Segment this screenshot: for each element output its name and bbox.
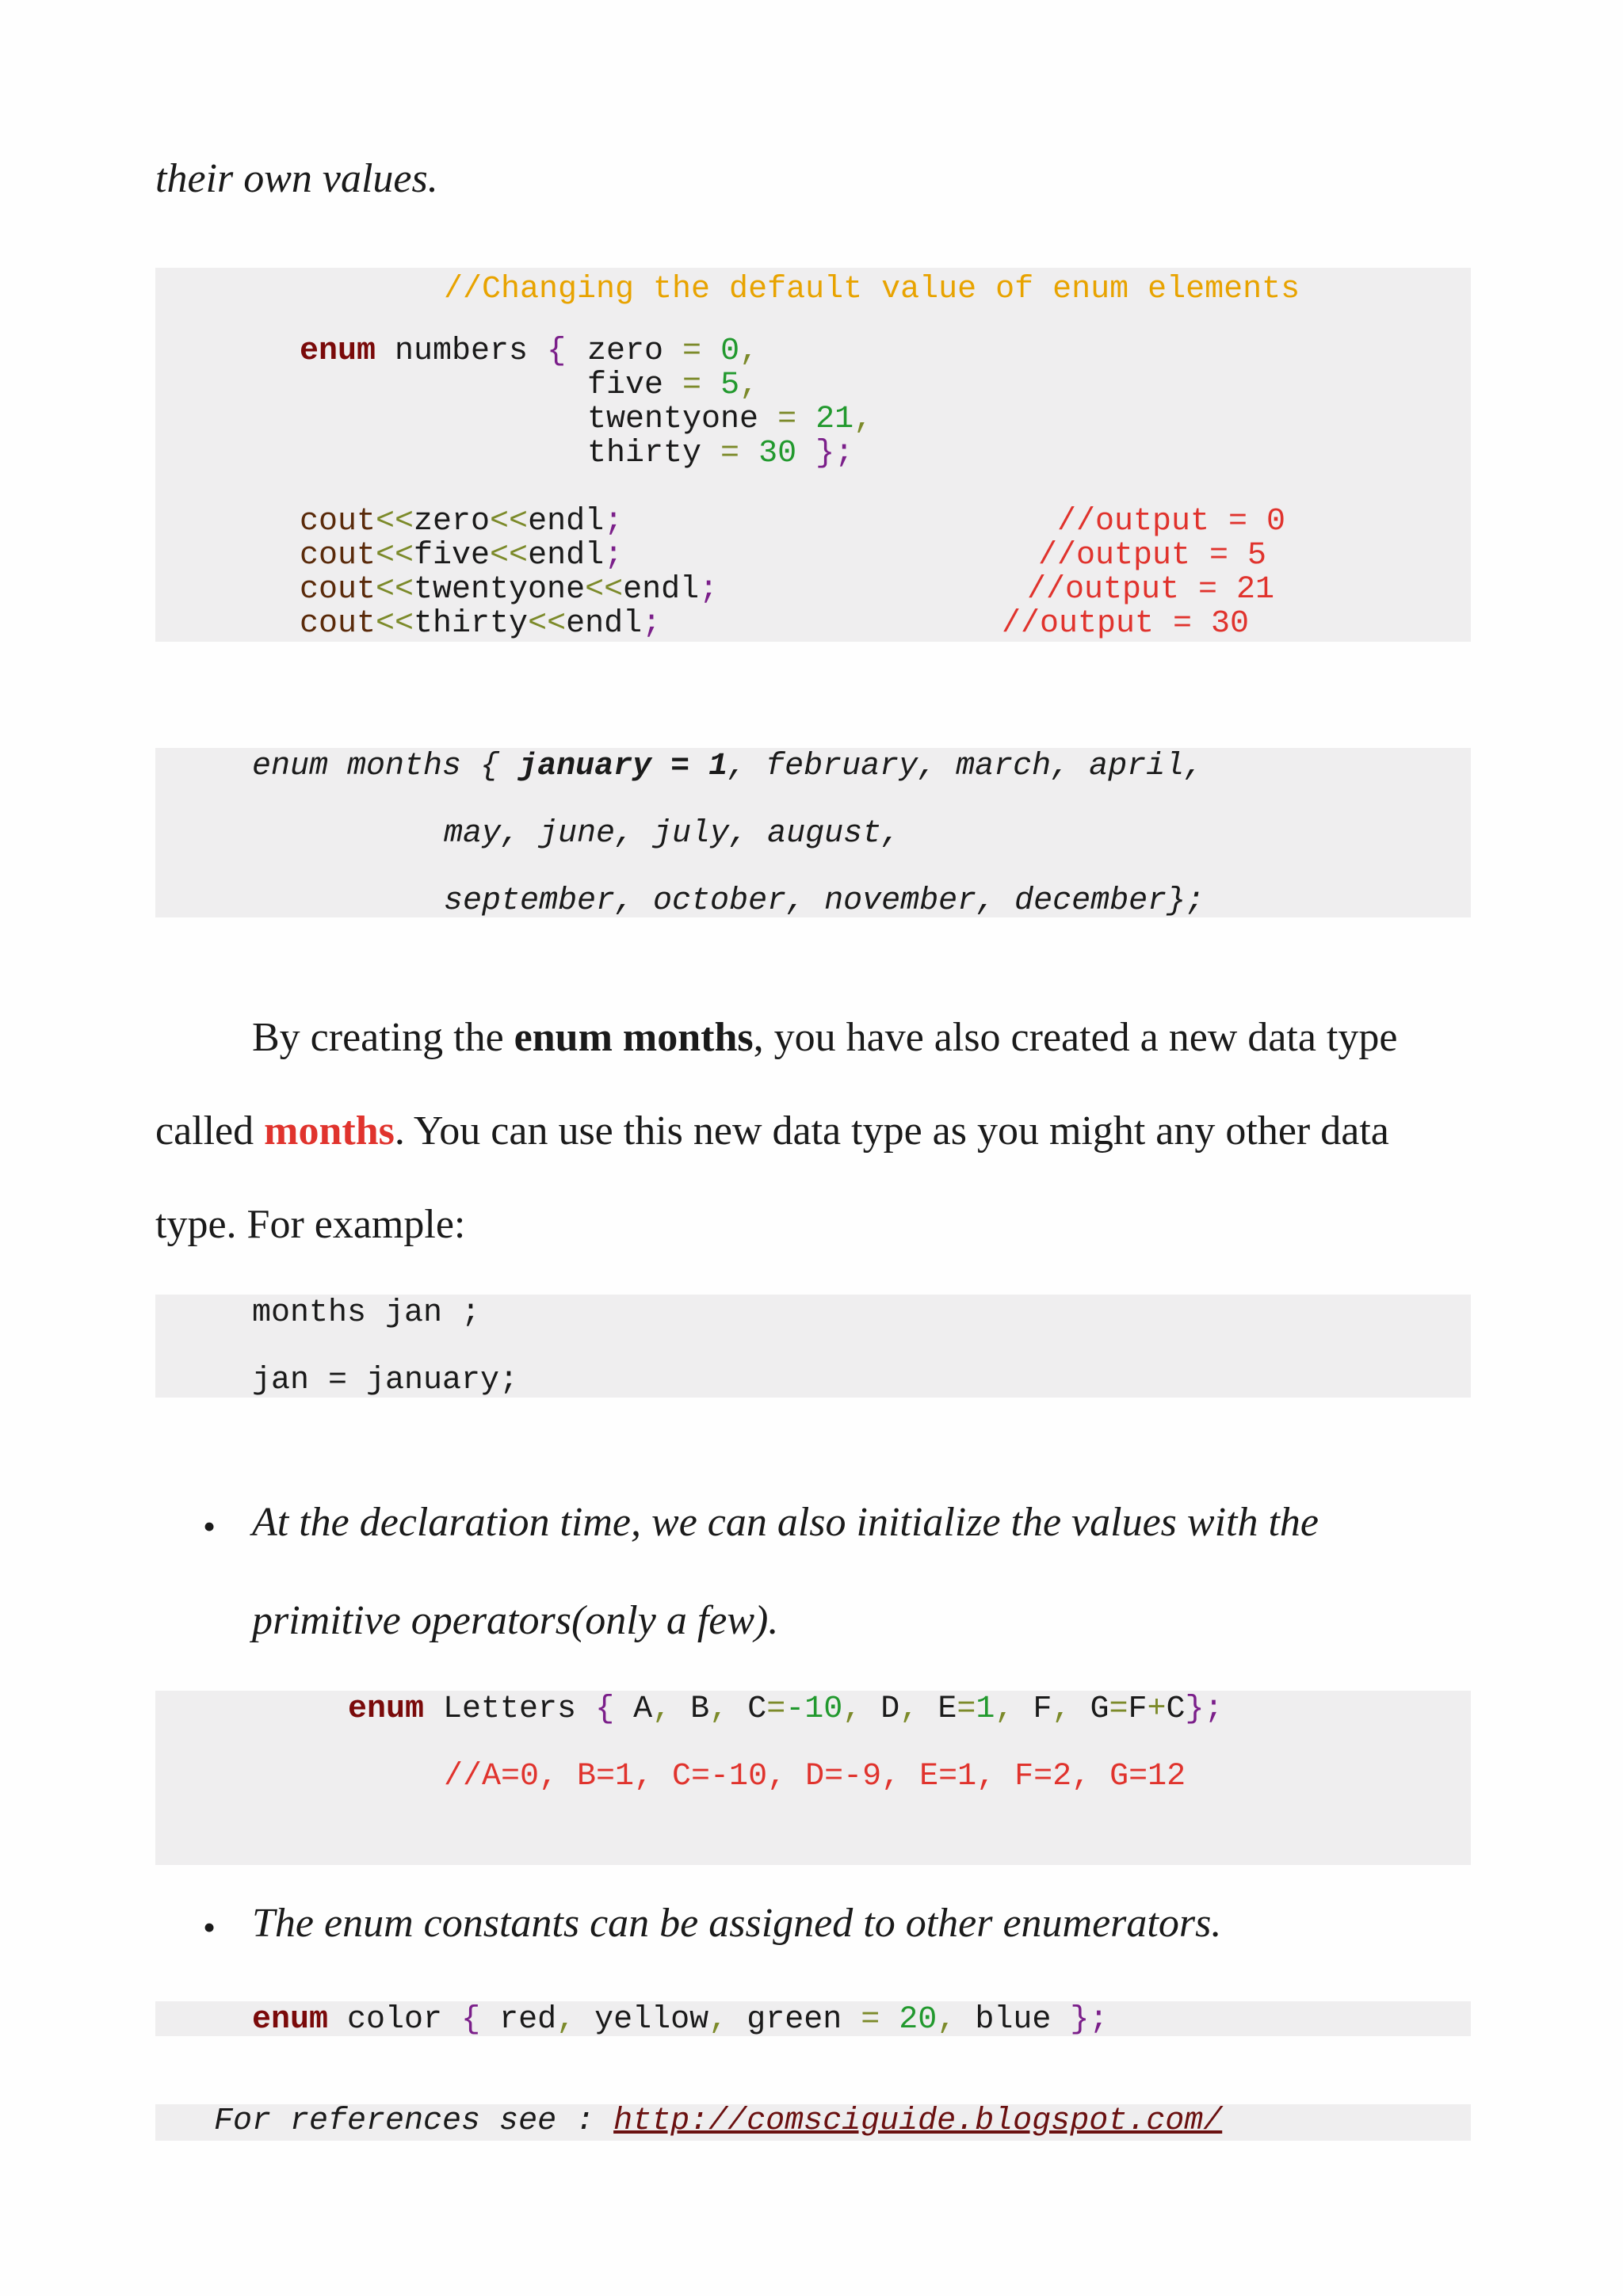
separator: , <box>739 368 759 403</box>
months-highlight: months <box>264 1108 395 1154</box>
enum-item-name: E <box>938 1691 957 1727</box>
endl: endl <box>623 572 700 608</box>
usage-line-2: jan = january; <box>252 1363 519 1398</box>
plus-op: + <box>1147 1691 1167 1727</box>
enum-item-value: 0 <box>720 334 740 369</box>
january-assignment: january = 1 <box>518 749 728 784</box>
enum-name: color <box>347 2002 443 2038</box>
enum-item-value: 5 <box>720 368 740 403</box>
bullet-1-line-1: At the declaration time, we can also initialize the values with the <box>252 1500 1319 1545</box>
shift-op: << <box>490 538 529 574</box>
bullet-1-line-2: primitive operators(only a few). <box>252 1598 779 1643</box>
separator: , <box>995 1691 1014 1727</box>
enum-item-value: 21 <box>815 402 854 437</box>
separator: , <box>708 2002 728 2038</box>
separator: , <box>899 1691 919 1727</box>
separator: , <box>709 1691 729 1727</box>
enum-item-name: yellow <box>594 2002 709 2038</box>
enum-name: numbers <box>395 334 529 369</box>
code-block-enum-letters <box>155 1691 1471 1865</box>
enum-item-value: 20 <box>899 2002 938 2038</box>
semicolon: ; <box>699 572 719 608</box>
endl: endl <box>566 606 643 642</box>
enum-item-name: G <box>1090 1691 1109 1727</box>
enum-item-line <box>587 438 854 470</box>
code-block-months-usage <box>155 1295 1471 1398</box>
output-comment: //output = 30 <box>1002 606 1250 642</box>
enum-item-value: 30 <box>758 436 797 471</box>
equals-op: = <box>766 1691 786 1727</box>
paragraph-line-3: type. For example: <box>155 1202 466 1247</box>
cout-line <box>300 540 623 572</box>
close-brace: }; <box>1185 1691 1224 1727</box>
months-line-1-b: , february, march, april, <box>727 749 1204 784</box>
equals-op: = <box>777 402 797 437</box>
cout-keyword: cout <box>300 606 376 642</box>
equals-op: = <box>861 2002 880 2038</box>
enum-item-line <box>587 370 758 402</box>
close-brace: }; <box>1070 2002 1109 2038</box>
output-comment: //output = 21 <box>1027 572 1275 608</box>
enum-item-name: five <box>587 368 664 403</box>
enum-declaration-line <box>300 336 566 368</box>
cout-variable: five <box>414 538 491 574</box>
endl: endl <box>528 538 605 574</box>
code-block-enum-numbers <box>155 268 1471 642</box>
enum-item-name: F <box>1033 1691 1052 1727</box>
enum-expr-operand: C <box>1166 1691 1186 1727</box>
open-brace: { <box>595 1691 615 1727</box>
enum-item-line <box>587 404 873 436</box>
enum-item-name: twentyone <box>587 402 759 437</box>
separator: , <box>854 402 873 437</box>
enum-item-value: 1 <box>976 1691 995 1727</box>
color-declaration <box>252 2004 1108 2036</box>
shift-op: << <box>376 538 414 574</box>
shift-op: << <box>376 606 414 642</box>
equals-op: = <box>957 1691 976 1727</box>
paragraph-text: , you have also created a new data type <box>753 1015 1398 1060</box>
bullet-marker: • <box>203 1506 216 1547</box>
shift-op: << <box>585 572 624 608</box>
code-comment: //Changing the default value of enum elements <box>444 272 1300 307</box>
enum-months-bold: enum months <box>514 1015 754 1060</box>
letters-values-comment: //A=0, B=1, C=-10, D=-9, E=1, F=2, G=12 <box>444 1759 1186 1794</box>
enum-item-name: B <box>690 1691 710 1727</box>
months-line-1 <box>252 751 1203 783</box>
enum-item-name: thirty <box>587 436 702 471</box>
usage-line-1: months jan ; <box>252 1295 481 1331</box>
enum-item-name: zero <box>587 334 664 369</box>
separator: , <box>556 2002 576 2038</box>
reference-label: For references see : <box>214 2103 614 2139</box>
cout-line <box>300 608 661 640</box>
paragraph-text: . You can use this new data type as you might any other data <box>394 1108 1389 1154</box>
enum-item-name: A <box>633 1691 653 1727</box>
enum-keyword: enum <box>300 334 376 369</box>
enum-item-name: red <box>499 2002 557 2038</box>
reference-line <box>214 2103 1223 2139</box>
paragraph-text: called <box>155 1108 265 1154</box>
cout-line <box>300 506 623 538</box>
enum-item-name: green <box>747 2002 842 2038</box>
separator: , <box>937 2002 957 2038</box>
semicolon: ; <box>642 606 662 642</box>
code-block-enum-color <box>155 2001 1471 2036</box>
semicolon: ; <box>604 504 624 540</box>
shift-op: << <box>490 504 529 540</box>
bullet-2-text: The enum constants can be assigned to other enumerators. <box>252 1901 1222 1946</box>
enum-item-value: -10 <box>785 1691 843 1727</box>
equals-op: = <box>720 436 740 471</box>
equals-op: = <box>682 334 702 369</box>
bullet-marker: • <box>203 1907 216 1947</box>
cout-keyword: cout <box>300 538 376 574</box>
open-brace: { <box>547 334 567 369</box>
enum-item-name: blue <box>975 2002 1052 2038</box>
intro-fragment: their own values. <box>155 156 438 201</box>
semicolon: ; <box>604 538 624 574</box>
separator: , <box>652 1691 672 1727</box>
enum-name: Letters <box>443 1691 577 1727</box>
cout-variable: thirty <box>414 606 529 642</box>
equals-op: = <box>682 368 702 403</box>
letters-declaration <box>348 1691 1224 1727</box>
paragraph-text: By creating the <box>252 1015 514 1060</box>
cout-variable: twentyone <box>414 572 586 608</box>
paragraph-line-1 <box>252 1017 1397 1058</box>
equals-op: = <box>1109 1691 1128 1727</box>
months-line-2: may, june, july, august, <box>444 816 901 852</box>
enum-item-name: D <box>880 1691 900 1727</box>
cout-line <box>300 574 718 606</box>
months-line-1-a: enum months { <box>252 749 519 784</box>
close-brace: }; <box>815 436 854 471</box>
months-line-3: september, october, november, december}; <box>444 883 1205 919</box>
output-comment: //output = 0 <box>1057 504 1286 540</box>
code-block-enum-months <box>155 748 1471 917</box>
paragraph-line-2 <box>155 1108 1389 1154</box>
enum-keyword: enum <box>348 1691 425 1727</box>
reference-block <box>155 2104 1471 2141</box>
shift-op: << <box>376 504 414 540</box>
cout-keyword: cout <box>300 572 376 608</box>
separator: , <box>739 334 759 369</box>
endl: endl <box>528 504 605 540</box>
enum-item-line <box>587 336 758 368</box>
enum-expr-operand: F <box>1128 1691 1148 1727</box>
shift-op: << <box>376 572 414 608</box>
enum-keyword: enum <box>252 2002 329 2038</box>
separator: , <box>842 1691 862 1727</box>
cout-variable: zero <box>414 504 491 540</box>
shift-op: << <box>528 606 567 642</box>
separator: , <box>1052 1691 1071 1727</box>
cout-keyword: cout <box>300 504 376 540</box>
output-comment: //output = 5 <box>1038 538 1267 574</box>
enum-item-name: C <box>747 1691 767 1727</box>
open-brace: { <box>461 2002 481 2038</box>
reference-link[interactable]: http://comsciguide.blogspot.com/ <box>613 2103 1223 2139</box>
